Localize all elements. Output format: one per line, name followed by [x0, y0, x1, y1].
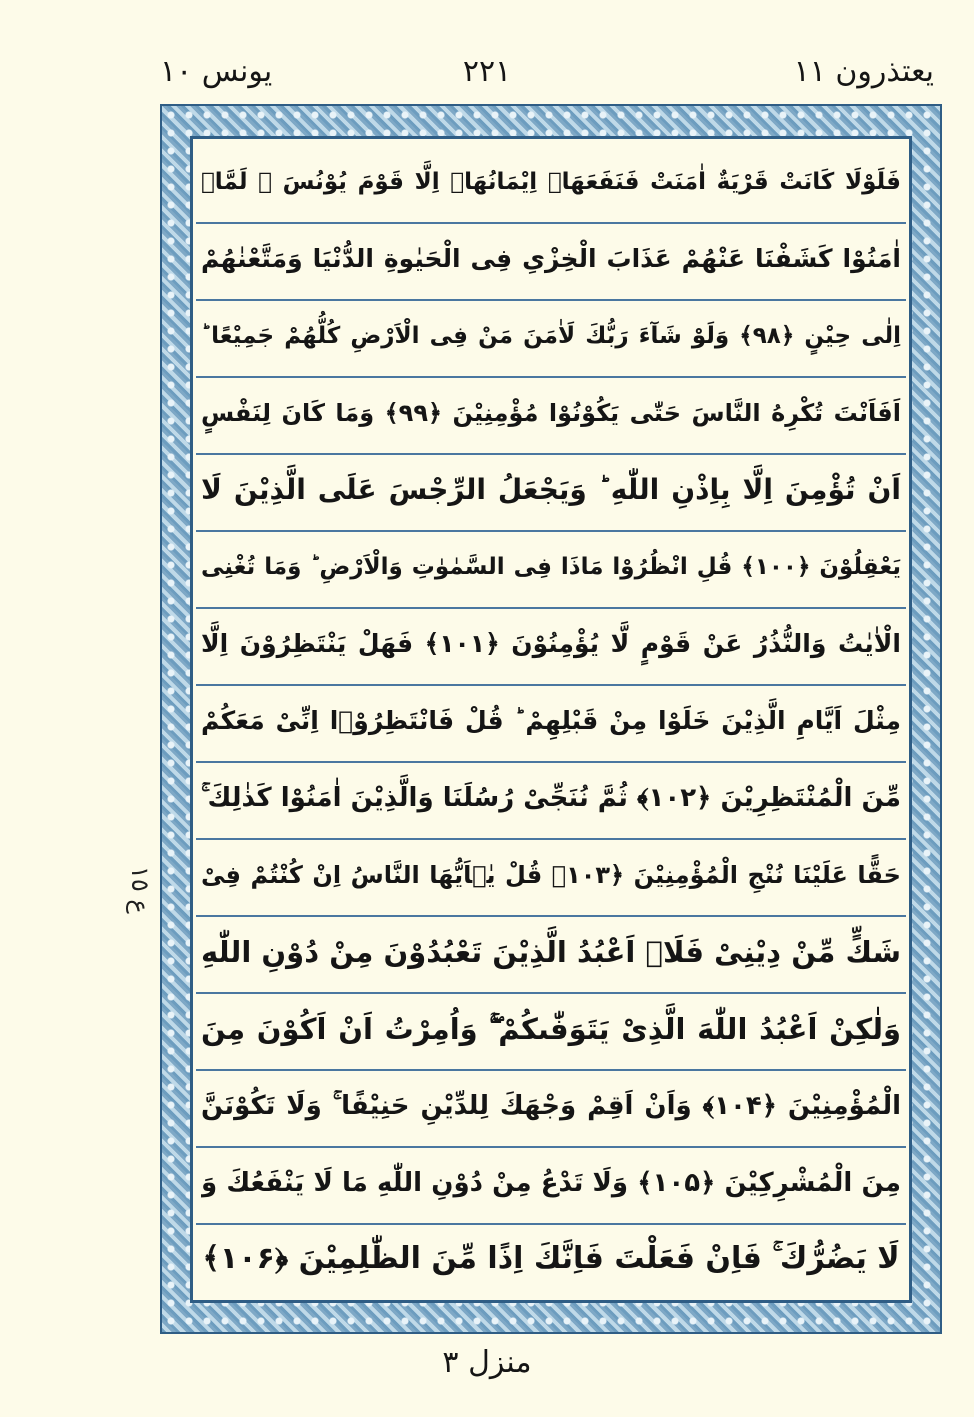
verse-line-text: الْمُؤْمِنِيْنَ ﴿۱۰۴﴾ وَاَنْ اَقِمْ وَجْهَكَ لِلدِّيْنِ حَنِيْفًا ۚ وَلَا تَكُوْنَنَّ [201, 1091, 901, 1121]
verse-line-text: مِثْلَ اَيَّامِ الَّذِيْنَ خَلَوْا مِنْ قَبْلِهِمْ ؕ قُلْ فَانْتَظِرُوْۤا اِنِّىْ مَعَكُمْ [201, 706, 901, 735]
verse-line-text: اِلٰى حِيْنٍ ﴿۹۸﴾ وَلَوْ شَآءَ رَبُّكَ لَاٰمَنَ مَنْ فِى الْاَرْضِ كُلُّهُمْ جَمِيْعًا ؕ [201, 323, 901, 349]
verse-line [196, 373, 906, 455]
verse-line [196, 758, 906, 840]
verse-line-text: اٰمَنُوْا كَشَفْنَا عَنْهُمْ عَذَابَ الْخِزْىِ فِى الْحَيٰوةِ الدُّنْيَا وَمَتَّعْنٰهُمْ [201, 244, 901, 273]
verse-line [196, 1220, 906, 1297]
verse-line [196, 912, 906, 994]
verse-line [196, 219, 906, 301]
verse-line-text: مِّنَ الْمُنْتَظِرِيْنَ ﴿۱۰۲﴾ ثُمَّ نُنَجِّىْ رُسُلَنَا وَالَّذِيْنَ اٰمَنُوْا كَذٰلِكَ ۚ [201, 783, 901, 813]
verse-line [196, 1143, 906, 1225]
verse-line [196, 296, 906, 378]
verse-line-text: شَكٍّ مِّنْ دِيْنِىْ فَلَاۤ اَعْبُدُ الَّذِيْنَ تَعْبُدُوْنَ مِنْ دُوْنِ اللّٰهِ [201, 935, 901, 969]
verse-line [196, 989, 906, 1071]
page-number: ۲۲۱ [462, 54, 512, 89]
verse-line-text: يَعْقِلُوْنَ ﴿۱۰۰﴾ قُلِ انْظُرُوْا مَاذَا فِى السَّمٰوٰتِ وَالْاَرْضِ ؕ وَمَا تُغْنِى [201, 554, 901, 580]
verse-line-text: اَنْ تُؤْمِنَ اِلَّا بِاِذْنِ اللّٰهِ ؕ وَيَجْعَلُ الرِّجْسَ عَلَى الَّذِيْنَ لَا [201, 473, 901, 506]
verse-lines [196, 142, 906, 1297]
verse-line [196, 835, 906, 917]
verse-line-text: الْاٰيٰتُ وَالنُّذُرُ عَنْ قَوْمٍ لَّا يُؤْمِنُوْنَ ﴿۱۰۱﴾ فَهَلْ يَنْتَظِرُوْنَ اِلَّا [201, 629, 901, 658]
verse-line [196, 527, 906, 609]
surah-name-header: یونس ۱۰ [160, 54, 273, 89]
verse-line [196, 604, 906, 686]
para-name-header: یعتذرون ۱۱ [793, 54, 934, 89]
verse-line [196, 681, 906, 763]
verse-line-text: وَلٰكِنْ اَعْبُدُ اللّٰهَ الَّذِىْ يَتَوَفّٰٮكُمْ ۖۚ وَاُمِرْتُ اَنْ اَكُوْنَ مِنَ [201, 1012, 901, 1046]
verse-line [196, 450, 906, 532]
verse-line-text: حَقًّا عَلَيْنَا نُنْجِ الْمُؤْمِنِيْنَ ﴿۱۰۳﴾ قُلْ يٰۤاَيُّهَا النَّاسُ اِنْ كُنْتُمْ فِىْ [201, 861, 901, 889]
verse-line-text: لَا يَضُرُّكَ ۚ فَاِنْ فَعَلْتَ فَاِنَّكَ اِذًا مِّنَ الظّٰلِمِيْنَ ﴿۱۰۶﴾ [202, 1240, 900, 1276]
verse-line-text: مِنَ الْمُشْرِكِيْنَ ﴿۱۰۵﴾ وَلَا تَدْعُ مِنْ دُوْنِ اللّٰهِ مَا لَا يَنْفَعُكَ وَ [201, 1168, 901, 1198]
verse-line-text: فَلَوْلَا كَانَتْ قَرْيَةٌ اٰمَنَتْ فَنَفَعَهَاۤ اِيْمَانُهَاۤ اِلَّا قَوْمَ يُوْنُسَ ۚ لَمَّاۤ [201, 169, 901, 195]
verse-line [196, 142, 906, 224]
verse-line-text: اَفَاَنْتَ تُكْرِهُ النَّاسَ حَتّٰى يَكُوْنُوْا مُؤْمِنِيْنَ ﴿۹۹﴾ وَمَا كَانَ لِنَفْسٍ [201, 399, 901, 427]
manzil-footer: منزل ۳ [442, 1345, 532, 1380]
verse-line [196, 1066, 906, 1148]
ruku-marker: ع ١٥ [126, 866, 154, 914]
